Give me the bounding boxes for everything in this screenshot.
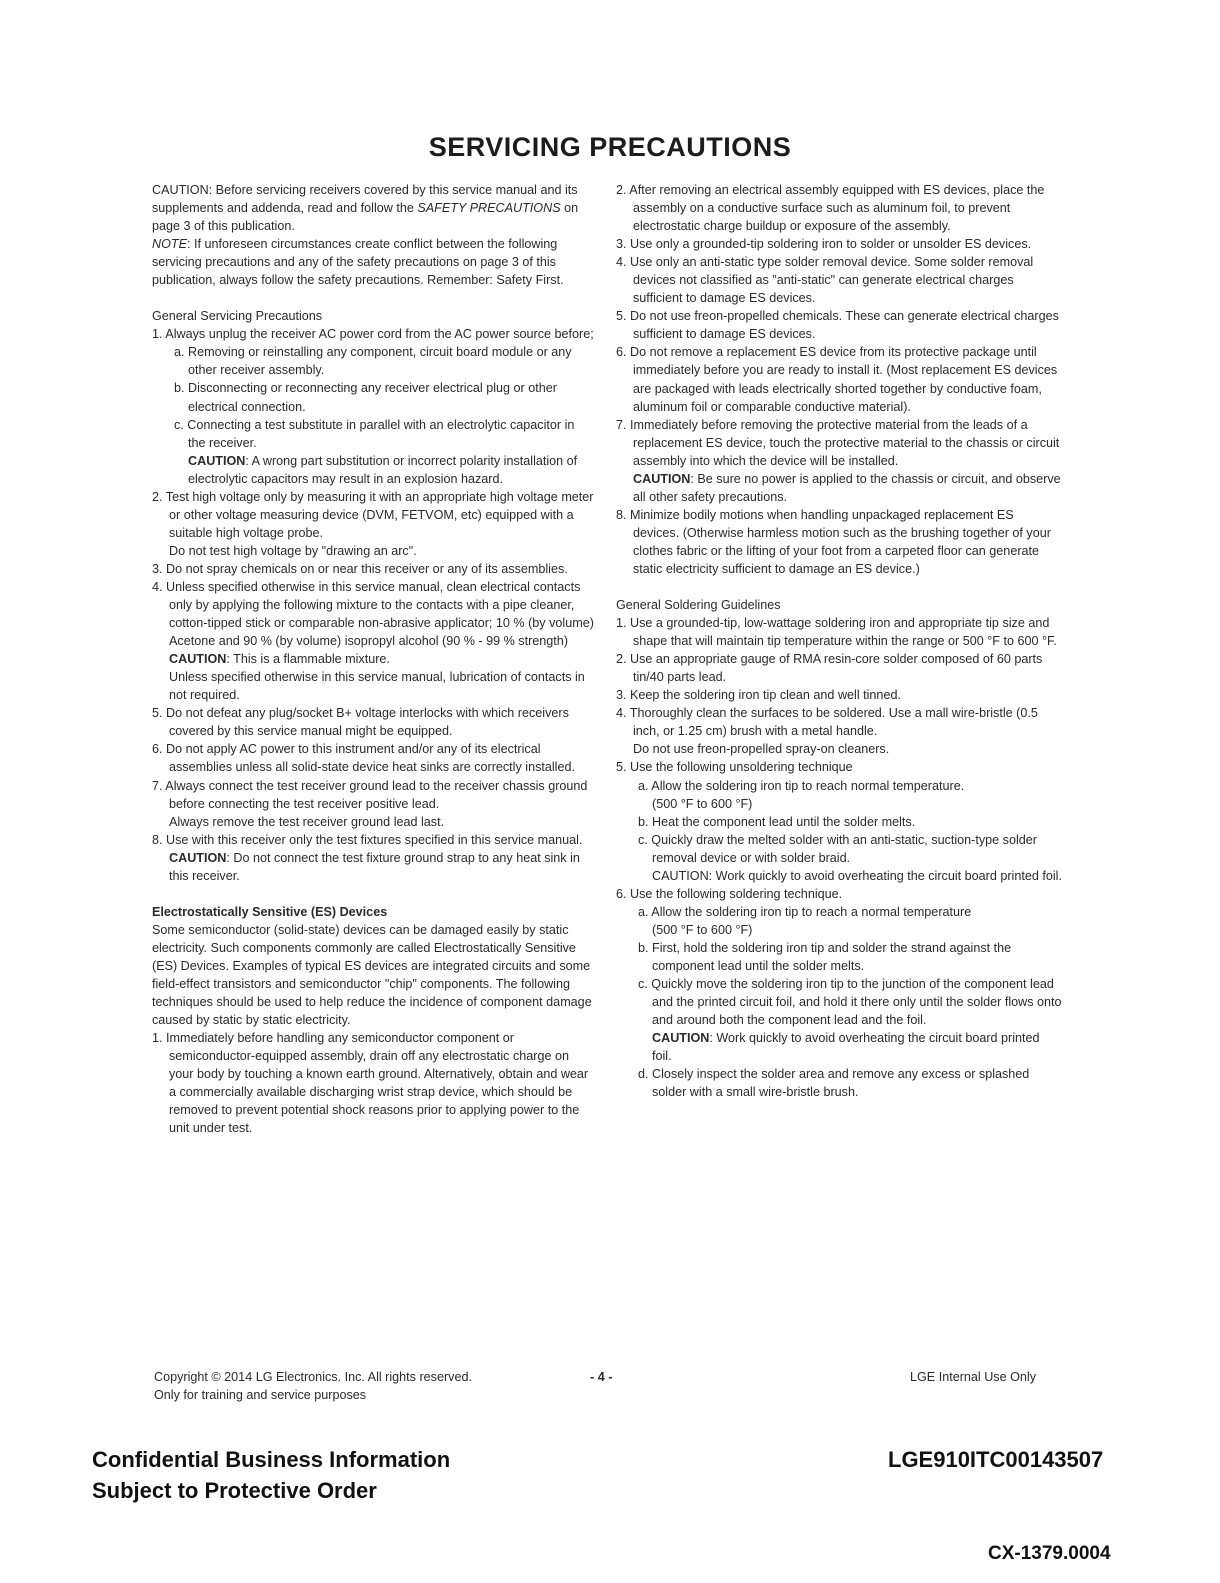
list-item: 1. Use a grounded-tip, low-wattage soldering iron and appropriate tip size and shape that will maintain tip temperature within the range or 500 °F to 600 °F. bbox=[616, 616, 1057, 649]
list-item: 3. Use only a grounded-tip soldering iron to solder or unsolder ES devices. bbox=[616, 237, 1032, 252]
footer-internal-use: LGE Internal Use Only bbox=[910, 1370, 1036, 1384]
list-item: b. First, hold the soldering iron tip and solder the strand against the component lead until the solder melts. bbox=[638, 940, 1012, 973]
caution-note: CAUTION: Work quickly to avoid overheating the circuit board printed foil. bbox=[652, 868, 1062, 883]
list-item: 6. Do not apply AC power to this instrument and/or any of its electrical assemblies unless all solid-state device heat sinks are correctly installed. bbox=[152, 742, 575, 775]
page-title: SERVICING PRECAUTIONS bbox=[428, 132, 792, 162]
list-item: c. Quickly move the soldering iron tip to the junction of the component lead and the printed circuit foil, and hold it there only until the solder flows onto and around both the component lead and the foil. bbox=[638, 977, 1062, 1028]
list-item: a. Removing or reinstalling any component, circuit board module or any other receiver assembly. bbox=[174, 345, 572, 378]
list-item: 3. Keep the soldering iron tip clean and well tinned. bbox=[616, 688, 901, 703]
list-item: 8. Minimize bodily motions when handling unpackaged replacement ES devices. (Otherwise harmless motion such as the brushing together of your clothes fabric or the lifting of your foot from a carpeted floor can generate static electricity sufficient to damage an ES device.) bbox=[616, 507, 1051, 576]
list-item: a. Allow the soldering iron tip to reach a normal temperature bbox=[638, 904, 972, 919]
list-item: 2. After removing an electrical assembly equipped with ES devices, place the assembly on a conductive surface such as aluminum foil, to prevent electrostatic charge buildup or exposure of the assembly. bbox=[616, 183, 1045, 234]
list-item: 4. Thoroughly clean the surfaces to be soldered. Use a mall wire-bristle (0.5 inch, or 1.25 cm) brush with a metal handle. bbox=[616, 706, 1038, 739]
list-item-continuation: (500 °F to 600 °F) bbox=[652, 922, 753, 937]
list-item: 4. Use only an anti-static type solder removal device. Some solder removal devices not classified as "anti-static" can generate electrical charges sufficient to damage ES devices. bbox=[616, 255, 1034, 306]
list-item: b. Disconnecting or reconnecting any receiver electrical plug or other electrical connection. bbox=[174, 381, 557, 414]
caution-note: CAUTION: Do not connect the test fixture ground strap to any heat sink in this receiver. bbox=[169, 850, 580, 883]
soldering-heading: General Soldering Guidelines bbox=[616, 598, 781, 613]
note-paragraph: NOTE: If unforeseen circumstances create conflict between the following servicing precautions and any of the safety precautions on page 3 of this publication, always follow the safety precautions. Remember: Safety First. bbox=[152, 237, 564, 288]
page-number: - 4 - bbox=[590, 1370, 613, 1384]
caution-note: CAUTION: Work quickly to avoid overheating the circuit board printed foil. bbox=[652, 1031, 1040, 1064]
confidential-stamp: Confidential Business Information Subject to Protective Order bbox=[92, 1447, 451, 1503]
list-item: 7. Immediately before removing the protective material from the leads of a replacement ES device, touch the protective material to the chassis or circuit assembly into which the device will be installed. bbox=[616, 417, 1060, 468]
list-item: 3. Do not spray chemicals on or near this receiver or any of its assemblies. bbox=[152, 561, 568, 576]
caution-note: CAUTION: This is a flammable mixture. bbox=[169, 652, 390, 667]
list-item-continuation: Unless specified otherwise in this service manual, lubrication of contacts in not required. bbox=[169, 670, 585, 703]
list-item: 5. Do not defeat any plug/socket B+ voltage interlocks with which receivers covered by this service manual might be equipped. bbox=[152, 706, 569, 739]
bates-number: LGE910ITC00143507 bbox=[888, 1447, 1104, 1472]
list-item-continuation: Do not test high voltage by "drawing an arc". bbox=[169, 543, 417, 558]
list-item-continuation: Always remove the test receiver ground lead last. bbox=[169, 814, 445, 829]
es-paragraph: Some semiconductor (solid-state) devices can be damaged easily by static electricity. Such components commonly are called Electrostatically Sensitive (ES) Devices. Examples of typical ES devices are integrated circuits and some field-effect transistors and semiconductor "chip" components. The following techniques should be used to help reduce the incidence of component damage caused by static by static electricity. bbox=[152, 922, 592, 1028]
list-item-continuation: (500 °F to 600 °F) bbox=[652, 796, 753, 811]
list-item: 2. Test high voltage only by measuring it with an appropriate high voltage meter or other voltage measuring device (DVM, FETVOM, etc) equipped with a suitable high voltage probe. bbox=[152, 489, 594, 540]
list-item: a. Allow the soldering iron tip to reach normal temperature. bbox=[638, 778, 965, 793]
list-item-continuation: Do not use freon-propelled spray-on cleaners. bbox=[633, 742, 890, 757]
footer-copyright: Copyright © 2014 LG Electronics. Inc. All rights reserved. Only for training and service purposes bbox=[154, 1370, 472, 1402]
list-item: 8. Use with this receiver only the test fixtures specified in this service manual. bbox=[152, 832, 583, 847]
es-heading: Electrostatically Sensitive (ES) Devices bbox=[152, 904, 388, 919]
list-item: d. Closely inspect the solder area and remove any excess or splashed solder with a small wire-bristle brush. bbox=[638, 1067, 1030, 1100]
list-item: 6. Use the following soldering technique. bbox=[616, 886, 843, 901]
list-item: c. Quickly draw the melted solder with an anti-static, suction-type solder removal device or with solder braid. bbox=[638, 832, 1037, 865]
caution-note: CAUTION: A wrong part substitution or incorrect polarity installation of electrolytic capacitors may result in an explosion hazard. bbox=[188, 453, 578, 486]
list-item: 1. Immediately before handling any semiconductor component or semiconductor-equipped assembly, drain off any electrostatic charge on your body by touching a known earth ground. Alternatively, obtain and wear a commercially available discharging wrist strap device, which should be removed to prevent potential shock reasons prior to applying power to the unit under test. bbox=[152, 1031, 589, 1136]
general-servicing-heading: General Servicing Precautions bbox=[152, 309, 323, 324]
list-item: c. Connecting a test substitute in parallel with an electrolytic capacitor in the receiver. bbox=[174, 417, 575, 450]
list-item: 5. Use the following unsoldering technique bbox=[616, 760, 853, 775]
intro-paragraph: CAUTION: Before servicing receivers covered by this service manual and its supplements and addenda, read and follow the SAFETY PRECAUTIONS on page 3 of this publication. bbox=[152, 183, 579, 234]
list-item: 6. Do not remove a replacement ES device from its protective package until immediately before you are ready to install it. (Most replacement ES devices are packaged with leads electrically shorted together by conductive foam, aluminum foil or comparable conductive material). bbox=[616, 345, 1058, 414]
left-column bbox=[152, 181, 594, 1137]
list-item: 5. Do not use freon-propelled chemicals. These can generate electrical charges sufficient to damage ES devices. bbox=[616, 309, 1059, 342]
list-item: 4. Unless specified otherwise in this service manual, clean electrical contacts only by applying the following mixture to the contacts with a pipe cleaner, cotton-tipped stick or comparable non-abrasive applicator; 10 % (by volume) Acetone and 90 % (by volume) isopropyl alcohol (90 % - 99 % strength) bbox=[152, 579, 594, 649]
list-item: 1. Always unplug the receiver AC power cord from the AC power source before; bbox=[152, 327, 594, 342]
list-item: b. Heat the component lead until the solder melts. bbox=[638, 814, 916, 829]
exhibit-number: CX-1379.0004 bbox=[988, 1543, 1111, 1564]
list-item: 2. Use an appropriate gauge of RMA resin-core solder composed of 60 parts tin/40 parts lead. bbox=[616, 652, 1043, 685]
right-column bbox=[616, 181, 1062, 1101]
list-item: 7. Always connect the test receiver ground lead to the receiver chassis ground before connecting the test receiver positive lead. bbox=[152, 778, 588, 811]
caution-note: CAUTION: Be sure no power is applied to the chassis or circuit, and observe all other safety precautions. bbox=[633, 471, 1061, 504]
